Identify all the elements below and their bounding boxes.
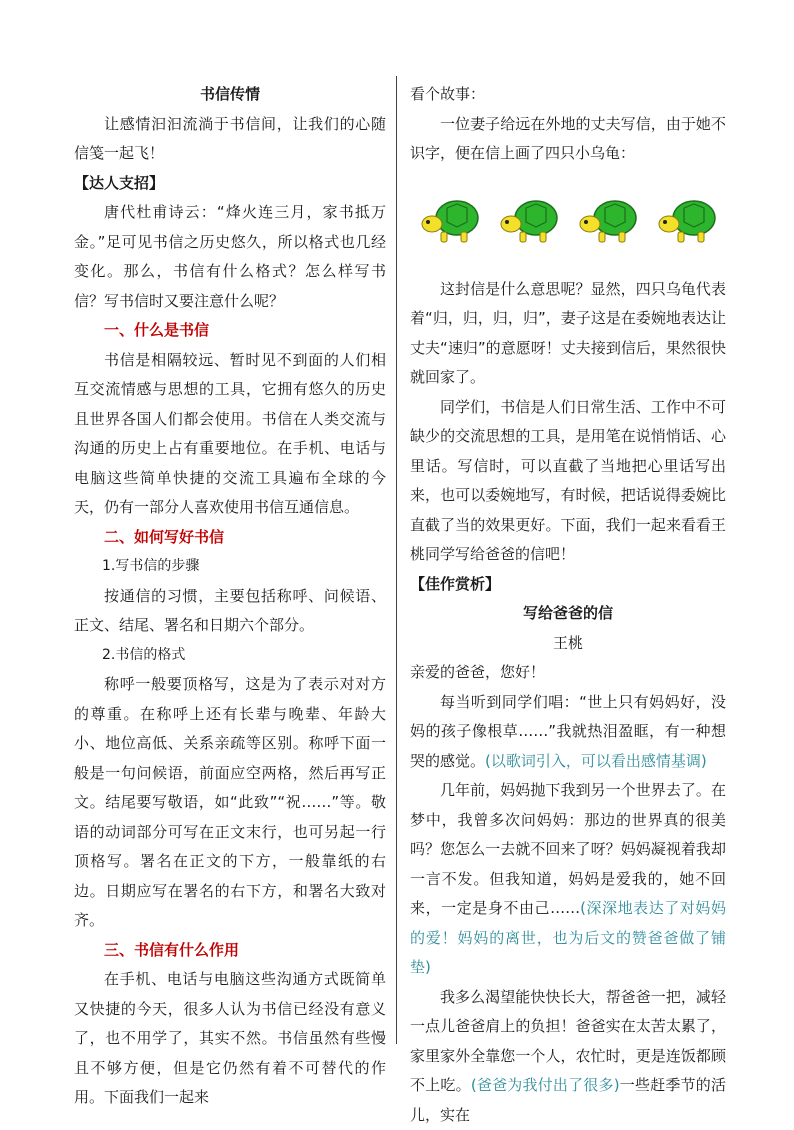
turtle-icon xyxy=(498,196,560,246)
left-column xyxy=(74,80,386,1113)
letter-text: 一些赶季节的活儿，实在 xyxy=(410,1076,726,1124)
tips-heading: 【达人支招】 xyxy=(74,169,386,199)
letter-paragraph-3 xyxy=(410,983,726,1130)
steps-paragraph: 按通信的习惯，主要包括称呼、问候语、正文、结尾、署名和日期六个部分。 xyxy=(74,582,386,641)
letter-salutation: 亲爱的爸爸，您好！ xyxy=(410,658,726,688)
turtle-icon xyxy=(419,196,481,246)
turtle-icon xyxy=(577,196,639,246)
section-1-paragraph: 书信是相隔较远、暂时见不到面的人们相互交流情感与思想的工具，它拥有悠久的历史且世界各国人们都会使用。书信在人类交流与沟通的历史上占有重要地位。在手机、电话与电脑这些简单快捷的交流工具遍布全球的今天，仍有一部分人喜欢使用书信互通信息。 xyxy=(74,346,386,523)
comment-note: (深深地表达了对妈妈的爱！妈妈的离世，也为后文的赞爸爸做了铺垫) xyxy=(410,899,726,976)
section-heading-2: 二、如何写好书信 xyxy=(74,523,386,553)
story-paragraph: 一位妻子给远在外地的丈夫写信，由于她不识字，便在信上画了四只小乌龟： xyxy=(410,110,726,169)
story-lead: 看个故事： xyxy=(410,80,726,110)
section-3-paragraph: 在手机、电话与电脑这些沟通方式既简单又快捷的今天，很多人认为书信已经没有意义了，也不用学了，其实不然。书信虽然有些慢且不够方便，但是它仍然有着不可替代的作用。下面我们一起来 xyxy=(74,965,386,1113)
right-column xyxy=(410,80,726,1130)
transition-paragraph: 同学们，书信是人们日常生活、工作中不可缺少的交流思想的工具，是用笔在说悄悄话、心里话。写信时，可以直截了当地把心里话写出来，也可以委婉地写，有时候，把话说得委婉比直截了当的效果更好。下面，我们一起来看看王桃同学写给爸爸的信吧！ xyxy=(410,393,726,570)
column-divider xyxy=(396,76,397,1044)
intro-text: 让感情汩汩流淌于书信间，让我们的心随信笺一起飞！ xyxy=(74,110,386,169)
letter-text: 每当听到同学们唱：“世上只有妈妈好，没妈的孩子像根草……”我就热泪盈眶，有一种想哭的感觉。 xyxy=(410,693,726,770)
turtle-icon xyxy=(656,196,718,246)
letter-paragraph-2 xyxy=(410,776,726,983)
section-heading-3: 三、书信有什么作用 xyxy=(74,936,386,966)
section-heading-1: 一、什么是书信 xyxy=(74,316,386,346)
turtle-illustration xyxy=(410,175,726,267)
letter-paragraph-1 xyxy=(410,688,726,777)
letter-title: 写给爸爸的信 xyxy=(410,599,726,629)
story-explanation: 这封信是什么意思呢？显然，四只乌龟代表着“归，归，归，归”，妻子这是在委婉地表达让丈夫“速归”的意愿呀！丈夫接到信后，果然很快就回家了。 xyxy=(410,275,726,393)
format-paragraph: 称呼一般要顶格写，这是为了表示对对方的尊重。在称呼上还有长辈与晚辈、年龄大小、地位高低、关系亲疏等区别。称呼下面一般是一句问候语，前面应空两格，然后再写正文。结尾要写敬语，如“此致”“祝……”等。敬语的动词部分可写在正文末行，也可另起一行顶格写。署名在正文的下方，一般靠纸的右边。日期应写在署名的右下方，和署名大致对齐。 xyxy=(74,670,386,936)
subheading-format: 2.书信的格式 xyxy=(74,641,386,671)
article-title: 书信传情 xyxy=(74,80,386,110)
showcase-heading: 【佳作赏析】 xyxy=(410,570,726,600)
subheading-steps: 1.写书信的步骤 xyxy=(74,552,386,582)
comment-note: (以歌词引入，可以看出感情基调) xyxy=(485,752,707,770)
comment-note: (爸爸为我付出了很多) xyxy=(471,1076,620,1094)
letter-text: 我多么渴望能快快长大，帮爸爸一把，减轻一点儿爸爸肩上的负担！爸爸实在太苦太累了，家里家外全靠您一个人，农忙时，更是连饭都顾不上吃。 xyxy=(410,988,726,1095)
letter-text: 几年前，妈妈抛下我到另一个世界去了。在梦中，我曾多次问妈妈：那边的世界真的很美吗？您怎么一去就不回来了呀？妈妈凝视着我却一言不发。但我知道，妈妈是爱我的，她不回来，一定是身不由己…… xyxy=(410,781,726,917)
letter-author: 王桃 xyxy=(410,629,726,659)
tips-paragraph: 唐代杜甫诗云：“烽火连三月，家书抵万金。”足可见书信之历史悠久，所以格式也几经变化。那么，书信有什么格式？怎么样写书信？写书信时又要注意什么呢？ xyxy=(74,198,386,316)
